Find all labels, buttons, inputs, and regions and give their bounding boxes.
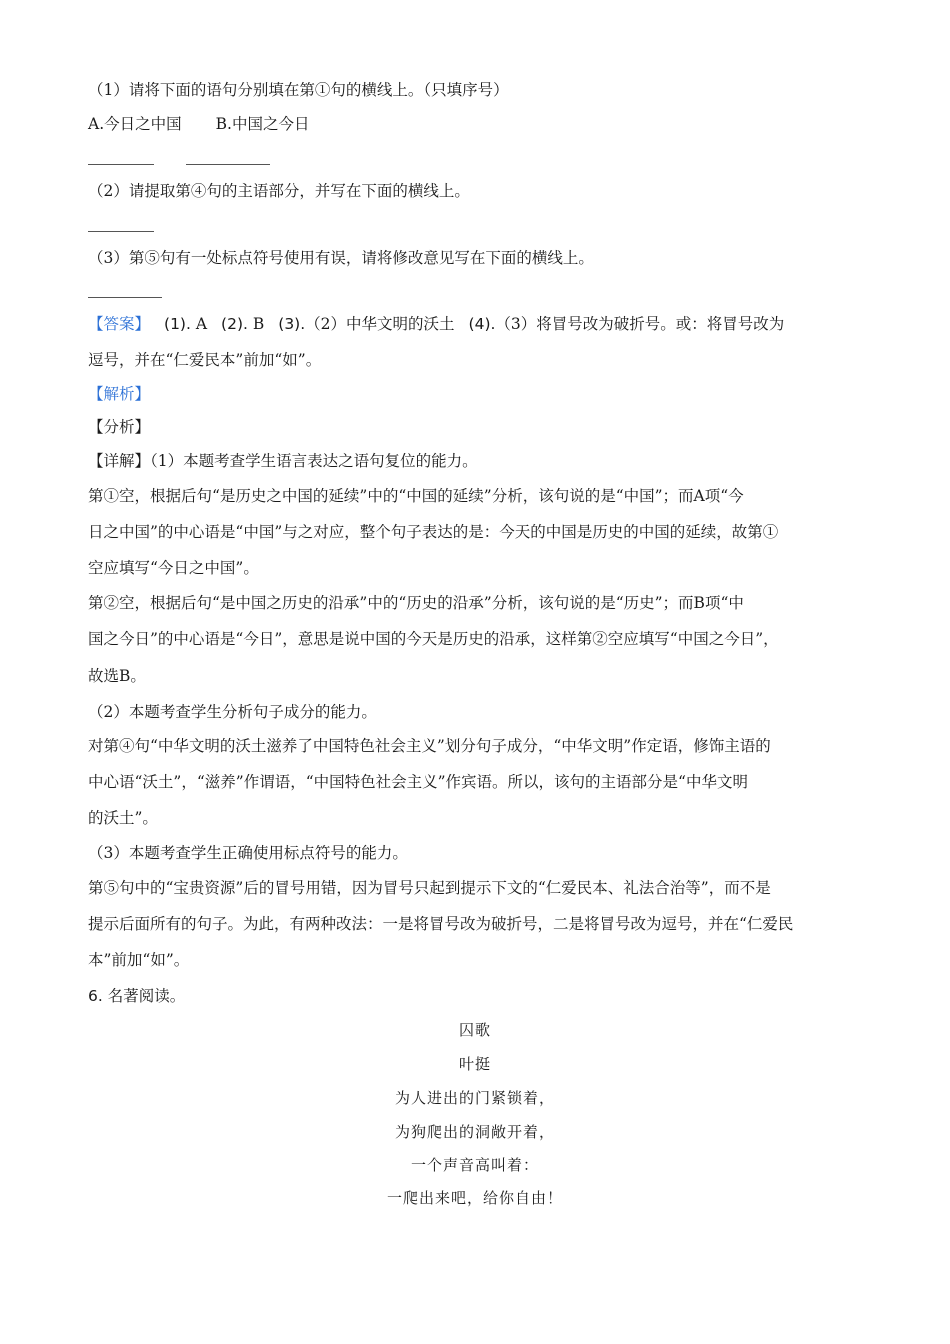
poem-line: 为狗爬出的洞敞开着， [394, 1123, 555, 1141]
answer-blank-4[interactable] [88, 297, 162, 298]
answer-1: A [195, 315, 208, 333]
answer-label: 【答案】 [88, 315, 151, 333]
poem-title: 囚歌 [458, 1021, 491, 1039]
answer-2: B [252, 315, 265, 333]
q1-prompt: （1）请将下面的语句分别填在第①句的横线上。（只填序号） [88, 81, 509, 99]
q1-options [88, 114, 309, 134]
q3-prompt: （3）第⑤句有一处标点符号使用有误，请将修改意见写在下面的横线上。 [88, 249, 594, 267]
answer-3-num: (3). [278, 315, 306, 333]
para2-line1: 第②空，根据后句“是中国之历史的沿承”中的“历史的沿承”分析，该句说的是“历史”；而B项“中 [88, 594, 744, 612]
answer-2-num: (2). [221, 315, 248, 333]
answer-line [88, 314, 784, 334]
answer-blank-3[interactable] [88, 231, 154, 232]
para2-line3: 故选B。 [88, 667, 146, 685]
detail-label: 【详解】 [88, 452, 151, 470]
answer-1-num: (1). [164, 315, 191, 333]
answer-blank-1[interactable] [88, 164, 154, 165]
analysis-label: 【解析】 [88, 385, 151, 403]
poem-line: 为人进出的门紧锁着， [394, 1089, 555, 1107]
q6-title: 名著阅读。 [107, 987, 186, 1005]
para3-line3: 的沃土”。 [88, 809, 158, 827]
answer-4-num: (4). [468, 315, 496, 333]
para1-line3: 空应填写“今日之中国”。 [88, 559, 259, 577]
q2-prompt: （2）请提取第④句的主语部分，并写在下面的横线上。 [88, 182, 470, 200]
para4-intro: （3）本题考查学生正确使用标点符号的能力。 [88, 844, 408, 862]
para3-line2: 中心语“沃土”，“滋养”作谓语，“中国特色社会主义”作宾语。所以，该句的主语部分是“中华文明 [88, 773, 748, 791]
q6-number: 6. [88, 987, 103, 1005]
para3-line1: 对第④句“中华文明的沃土滋养了中国特色社会主义”划分句子成分，“中华文明”作定语，修饰主语的 [88, 737, 771, 755]
answer-3: （2）中华文明的沃土 [305, 315, 455, 333]
poem-line: 一个声音高叫着： [410, 1156, 539, 1174]
para2-line2: 国之今日”的中心语是“今日”，意思是说中国的今天是历史的沿承，这样第②空应填写“中国之今日”， [88, 630, 779, 648]
para4-line1: 第⑤句中的“宝贵资源”后的冒号用错，因为冒号只起到提示下文的“仁爱民本、礼法合治等”，而不是 [88, 879, 771, 897]
para1-line1: 第①空，根据后句“是历史之中国的延续”中的“中国的延续”分析，该句说的是“中国”；而A项“今 [88, 487, 744, 505]
answer-4-continued: 逗号，并在“仁爱民本”前加“如”。 [88, 351, 322, 369]
para4-line3: 本”前加“如”。 [88, 951, 190, 969]
fenxi-label: 【分析】 [88, 418, 151, 436]
option-b: B.中国之今日 [215, 115, 310, 133]
option-a: A.今日之中国 [88, 115, 182, 133]
para1-line2: 日之中国”的中心语是“中国”与之对应，整个句子表达的是：今天的中国是历史的中国的延续，故第① [88, 523, 779, 541]
detail-intro-line [88, 451, 478, 471]
poem-line: 一爬出来吧，给你自由！ [386, 1189, 563, 1207]
para3-intro: （2）本题考查学生分析句子成分的能力。 [88, 703, 377, 721]
detail-intro: （1）本题考查学生语言表达之语句复位的能力。 [150, 452, 478, 470]
answer-blank-2[interactable] [186, 164, 270, 165]
q6-heading [88, 986, 185, 1006]
para4-line2: 提示后面所有的句子。为此，有两种改法：一是将冒号改为破折号，二是将冒号改为逗号，并在“仁爱民 [88, 915, 794, 933]
answer-4: （3）将冒号改为破折号。或：将冒号改为 [495, 315, 785, 333]
poem-author: 叶挺 [458, 1055, 491, 1073]
